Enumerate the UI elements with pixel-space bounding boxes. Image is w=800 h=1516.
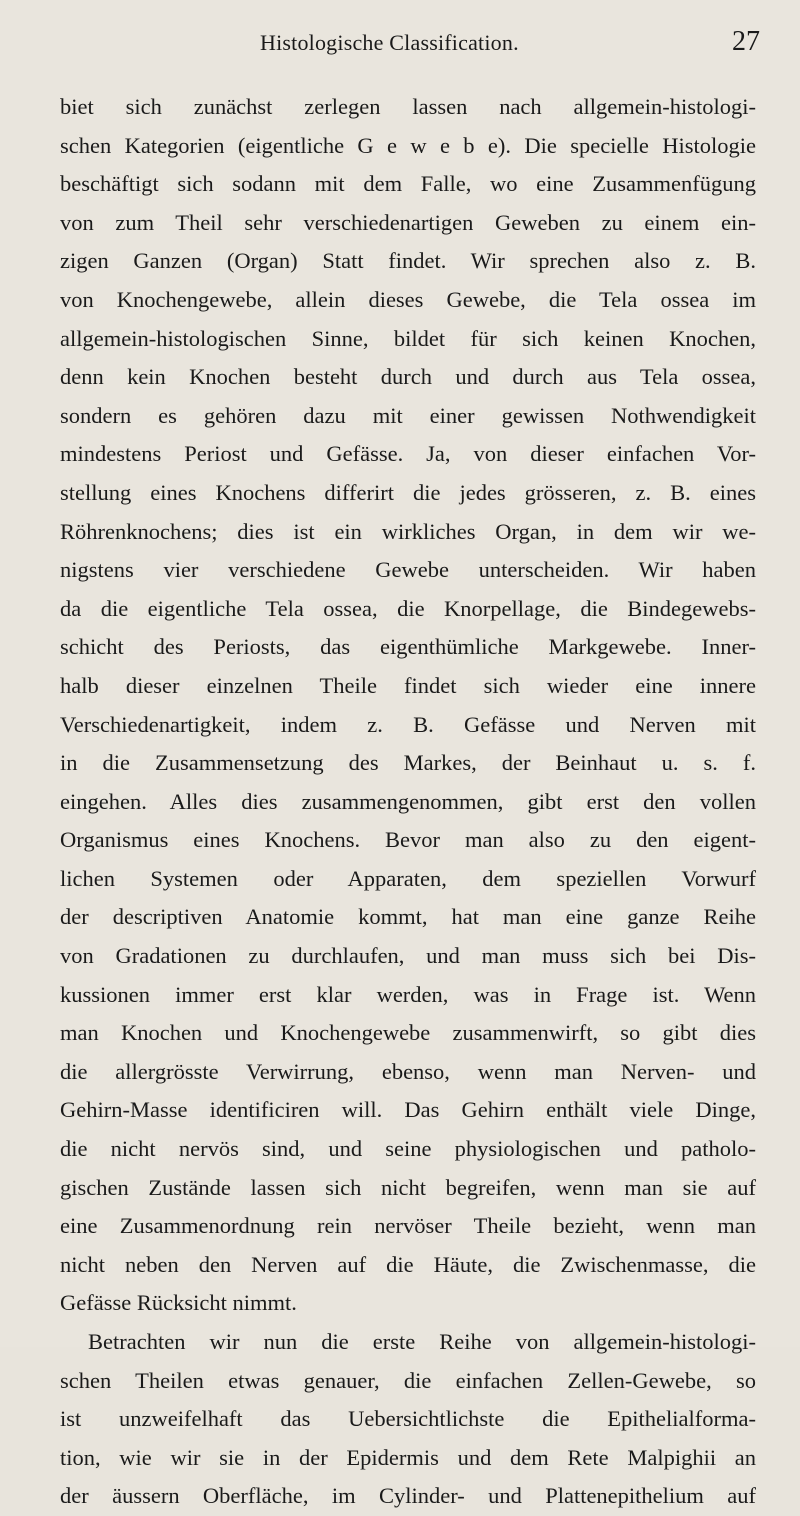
running-head: Histologische Classification. (260, 30, 519, 55)
text-line: die allergrösste Verwirrung, ebenso, wenn man Nerven- und (60, 1058, 756, 1084)
text-line: von Knochengewebe, allein dieses Gewebe, die Tela ossea im (60, 286, 756, 312)
text-line: Gehirn-Masse identificiren will. Das Gehirn enthält viele Dinge, (60, 1097, 756, 1123)
text-line: die nicht nervös sind, und seine physiologischen und patholo- (60, 1136, 756, 1162)
text-line: schicht des Periosts, das eigenthümliche Markgewebe. Inner- (60, 634, 756, 660)
text-line: Gefässe Rücksicht nimmt. (60, 1290, 297, 1316)
text-line: in die Zusammensetzung des Markes, der Beinhaut u. s. f. (60, 750, 756, 776)
text-line: schen Kategorien (eigentliche G e w e b e). Die specielle Histologie (60, 132, 756, 158)
text-line: nicht neben den Nerven auf die Häute, die Zwischenmasse, die (60, 1251, 756, 1277)
text-line: eingehen. Alles dies zusammengenommen, gibt erst den vollen (60, 788, 756, 814)
text-line: da die eigentliche Tela ossea, die Knorpellage, die Bindegewebs- (60, 595, 756, 621)
text-line: Verschiedenartigkeit, indem z. B. Gefässe und Nerven mit (60, 711, 756, 737)
text-line: allgemein-histologischen Sinne, bildet für sich keinen Knochen, (60, 325, 756, 351)
text-line: Betrachten wir nun die erste Reihe von allgemein-histologi- (88, 1329, 756, 1354)
text-line: eine Zusammenordnung rein nervöser Theile bezieht, wenn man (60, 1213, 756, 1239)
text-line: halb dieser einzelnen Theile findet sich wieder eine innere (60, 672, 756, 698)
text-line: beschäftigt sich sodann mit dem Falle, wo eine Zusammenfügung (60, 171, 756, 197)
page-header (60, 26, 760, 70)
text-line: biet sich zunächst zerlegen lassen nach allgemein-histologi- (60, 94, 756, 119)
text-line: der descriptiven Anatomie kommt, hat man eine ganze Reihe (60, 904, 756, 930)
text-line: Röhrenknochens; dies ist ein wirkliches Organ, in dem wir we- (60, 518, 756, 544)
text-line: schen Theilen etwas genauer, die einfachen Zellen-Gewebe, so (60, 1367, 756, 1393)
text-line: gischen Zustände lassen sich nicht begreifen, wenn man sie auf (60, 1174, 756, 1200)
text-line: der äussern Oberfläche, im Cylinder- und Plattenepithelium auf (60, 1483, 756, 1509)
text-line: ist unzweifelhaft das Uebersichtlichste die Epithelialforma- (60, 1406, 756, 1432)
text-line: nigstens vier verschiedene Gewebe unterscheiden. Wir haben (60, 557, 756, 583)
text-line: lichen Systemen oder Apparaten, dem speziellen Vorwurf (60, 865, 756, 891)
text-line: Organismus eines Knochens. Bevor man also zu den eigent- (60, 827, 756, 853)
text-line: zigen Ganzen (Organ) Statt findet. Wir sprechen also z. B. (60, 248, 756, 274)
text-line: von Gradationen zu durchlaufen, und man muss sich bei Dis- (60, 943, 756, 969)
text-line: kussionen immer erst klar werden, was in Frage ist. Wenn (60, 981, 756, 1007)
text-line: stellung eines Knochens differirt die jedes grösseren, z. B. eines (60, 479, 756, 505)
text-line: mindestens Periost und Gefässe. Ja, von dieser einfachen Vor- (60, 441, 756, 467)
text-line: man Knochen und Knochengewebe zusammenwirft, so gibt dies (60, 1020, 756, 1046)
text-line: sondern es gehören dazu mit einer gewissen Nothwendigkeit (60, 402, 756, 428)
text-line: tion, wie wir sie in der Epidermis und dem Rete Malpighii an (60, 1444, 756, 1470)
text-line: von zum Theil sehr verschiedenartigen Geweben zu einem ein- (60, 209, 756, 235)
text-line: denn kein Knochen besteht durch und durch aus Tela ossea, (60, 364, 756, 390)
body-text (60, 88, 756, 1516)
page-number: 27 (732, 26, 760, 57)
